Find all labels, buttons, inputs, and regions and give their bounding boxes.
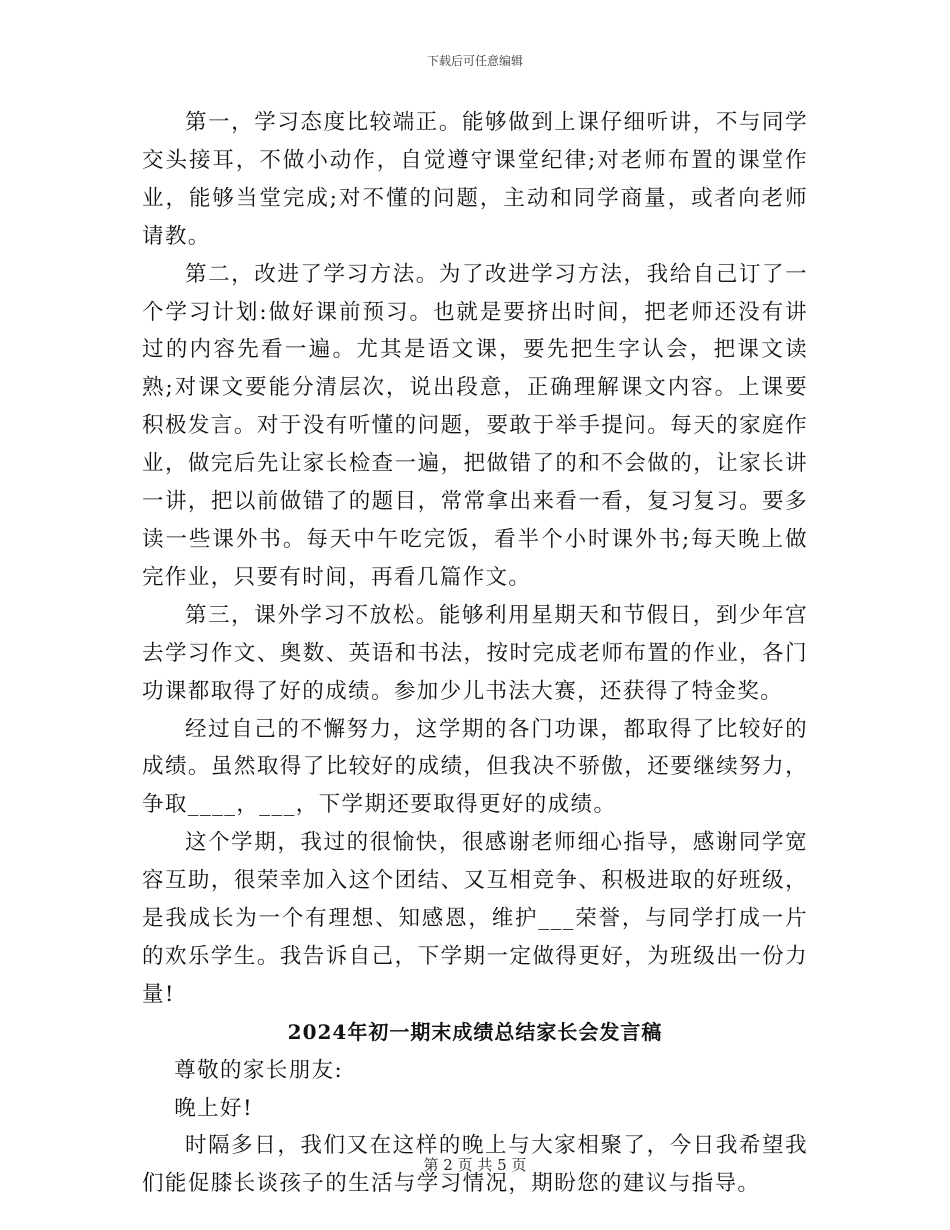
- speech-salutation: 尊敬的家长朋友:: [174, 1057, 344, 1083]
- speech-opening: 时隔多日，我们又在这样的晚上与大家相聚了，今日我希望我们能促膝长谈孩子的生活与学习情况，期盼您的建议与指导。: [142, 1133, 808, 1197]
- page-footer: 第 2 页 共 5 页: [423, 1156, 527, 1174]
- page-header: 下载后可任意编辑: [426, 54, 523, 68]
- paragraph-semester: 这个学期，我过的很愉快，很感谢老师细心指导，感谢同学宽容互助，很荣幸加入这个团结、又互相竞争、积极进取的好班级，是我成长为一个有理想、知感恩，维护___荣誉，与同学打成一片的欢乐学生。我告诉自己，下学期一定做得更好，为班级出一份力量!: [142, 830, 808, 1007]
- speech-greeting: 晚上好!: [174, 1095, 253, 1121]
- document-body: [142, 104, 808, 1203]
- paragraph-attitude: 第一，学习态度比较端正。能够做到上课仔细听讲，不与同学交头接耳，不做小动作，自觉遵守课堂纪律;对老师布置的课堂作业，能够当堂完成;对不懂的问题，主动和同学商量，或者向老师请教。: [142, 110, 808, 249]
- paragraph-extracurricular: 第三，课外学习不放松。能够利用星期天和节假日，到少年宫去学习作文、奥数、英语和书法，按时完成老师布置的作业，各门功课都取得了好的成绩。参加少儿书法大赛，还获得了特金奖。: [142, 602, 808, 704]
- section-title: 2024年初一期末成绩总结家长会发言稿: [287, 1019, 663, 1044]
- paragraph-method: 第二，改进了学习方法。为了改进学习方法，我给自己订了一个学习计划:做好课前预习。也就是要挤出时间，把老师还没有讲过的内容先看一遍。尤其是语文课，要先把生字认会，把课文读熟;对课文要能分清层次，说出段意，正确理解课文内容。上课要积极发言。对于没有听懂的问题，要敢于举手提问。每天的家庭作业，做完后先让家长检查一遍，把做错了的和不会做的，让家长讲一讲，把以前做错了的题目，常常拿出来看一看，复习复习。要多读一些课外书。每天中午吃完饭，看半个小时课外书;每天晚上做完作业，只要有时间，再看几篇作文。: [142, 261, 808, 590]
- paragraph-effort: 经过自己的不懈努力，这学期的各门功课，都取得了比较好的成绩。虽然取得了比较好的成绩，但我决不骄傲，还要继续努力，争取____，___，下学期还要取得更好的成绩。: [142, 716, 808, 818]
